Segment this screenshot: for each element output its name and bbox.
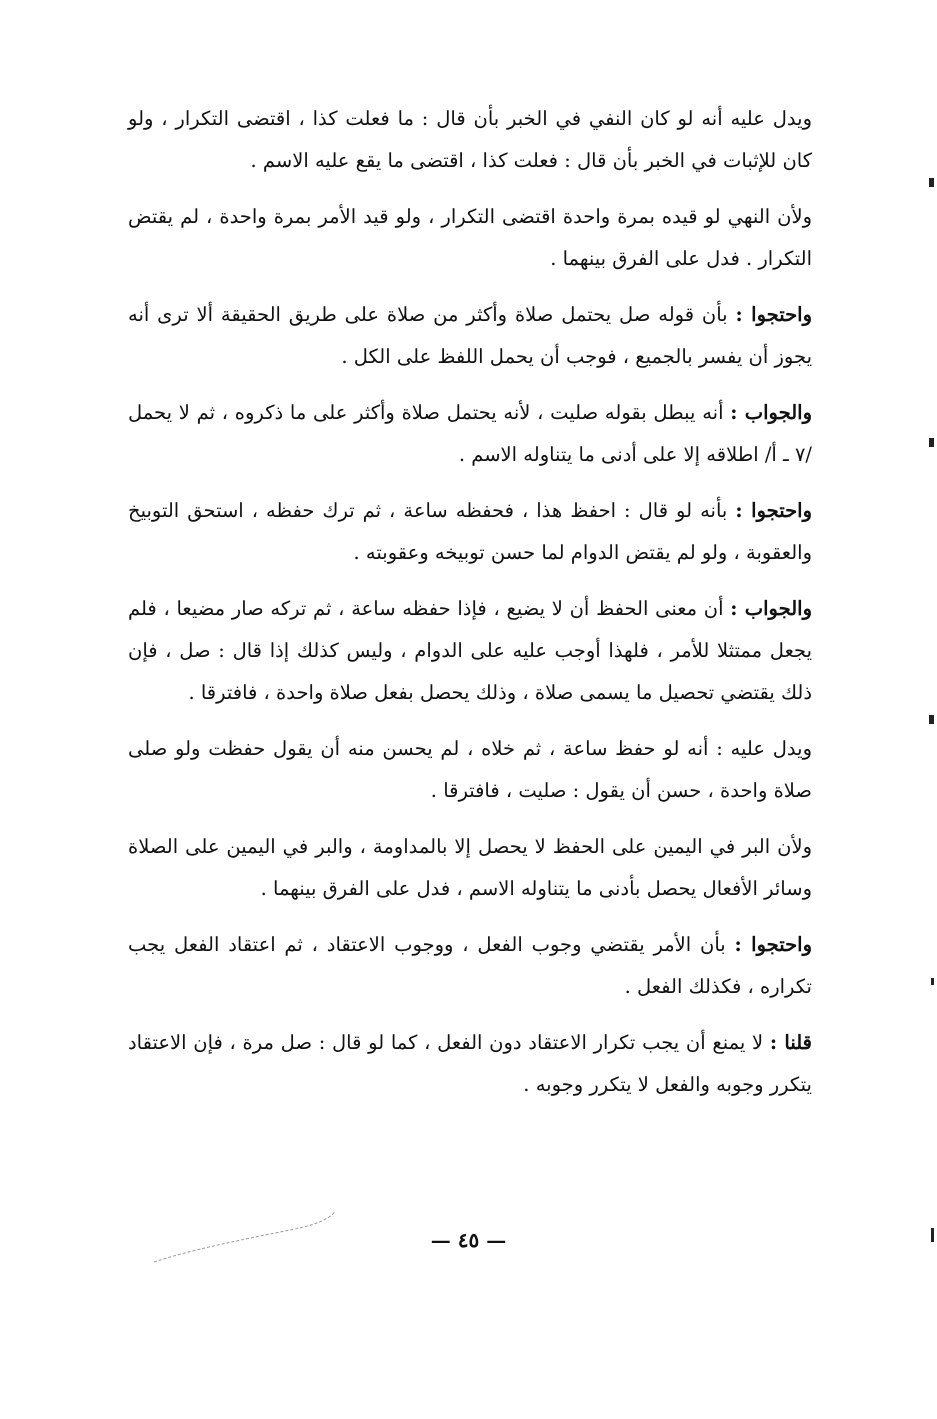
paragraph [128, 924, 812, 1008]
page-number: — ٤٥ — [430, 1228, 507, 1252]
paragraph [128, 294, 812, 378]
pen-stroke-mark [150, 1210, 350, 1270]
paragraph-lead: والجواب : [730, 597, 812, 620]
paragraph [128, 490, 812, 574]
paragraph-text: بأن قوله صل يحتمل صلاة وأكثر من صلاة على طريق الحقيقة ألا ترى أنه يجوز أن يفسر بالجميع ، فوجب أن يحمل اللفظ على الكل . [128, 303, 812, 368]
scan-edge-mark [931, 1228, 934, 1242]
scan-edge-mark [931, 978, 934, 985]
paragraph [128, 1022, 812, 1106]
paragraph-text: بأنه لو قال : احفظ هذا ، فحفظه ساعة ، ثم ترك حفظه ، استحق التوبيخ والعقوبة ، ولو لم يقتض الدوام لما حسن توبيخه وعقوبته . [128, 499, 812, 564]
paragraph-text: أنه يبطل بقوله صليت ، لأنه يحتمل صلاة وأكثر على ما ذكروه ، ثم لا يحمل /٧ ـ أ/ اطلاقه إلا على أدنى ما يتناوله الاسم . [128, 401, 812, 466]
paragraph-lead: والجواب : [730, 401, 812, 424]
scan-edge-mark [929, 438, 934, 447]
scan-edge-mark [929, 715, 934, 724]
paragraph [128, 392, 812, 476]
paragraph-text: ولأن البر في اليمين على الحفظ لا يحصل إلا بالمداومة ، والبر في اليمين على الصلاة وسائر الأفعال يحصل بأدنى ما يتناوله الاسم ، فدل على الفرق بينهما . [128, 835, 812, 900]
paragraph-text: أن معنى الحفظ أن لا يضيع ، فإذا حفظه ساعة ، ثم تركه صار مضيعا ، فلم يجعل ممتثلا للأمر ، فلهذا أوجب عليه على الدوام ، وليس كذلك إذا قال : صل ، فإن ذلك يقتضي تحصيل ما يسمى صلاة ، وذلك يحصل بفعل صلاة واحدة ، فافترقا . [128, 597, 812, 704]
paragraph [128, 98, 812, 182]
paragraph-text: ولأن النهي لو قيده بمرة واحدة اقتضى التكرار ، ولو قيد الأمر بمرة واحدة ، لم يقتض التكرار . فدل على الفرق بينهما . [128, 205, 812, 270]
paragraph [128, 588, 812, 714]
paragraph [128, 826, 812, 910]
paragraph-text: ويدل عليه أنه لو كان النفي في الخبر بأن قال : ما فعلت كذا ، اقتضى التكرار ، ولو كان للإثبات في الخبر بأن قال : فعلت كذا ، اقتضى ما يقع عليه الاسم . [128, 107, 812, 172]
paragraph-text: ويدل عليه : أنه لو حفظ ساعة ، ثم خلاه ، لم يحسن منه أن يقول حفظت ولو صلى صلاة واحدة ، حسن أن يقول : صليت ، فافترقا . [128, 737, 812, 802]
paragraph [128, 196, 812, 280]
paragraph-lead: قلنا : [769, 1031, 813, 1054]
paragraph-lead: واحتجوا : [734, 933, 813, 956]
scan-edge-mark [929, 178, 934, 187]
paragraph-text: لا يمنع أن يجب تكرار الاعتقاد دون الفعل ، كما لو قال : صل مرة ، فإن الاعتقاد يتكرر وجوبه والفعل لا يتكرر وجوبه . [128, 1031, 812, 1096]
paragraph-lead: واحتجوا : [735, 303, 812, 326]
paragraph-text: بأن الأمر يقتضي وجوب الفعل ، ووجوب الاعتقاد ، ثم اعتقاد الفعل يجب تكراره ، فكذلك الفعل . [128, 933, 812, 998]
paragraph [128, 728, 812, 812]
page-body [128, 98, 812, 1120]
paragraph-lead: واحتجوا : [735, 499, 813, 522]
